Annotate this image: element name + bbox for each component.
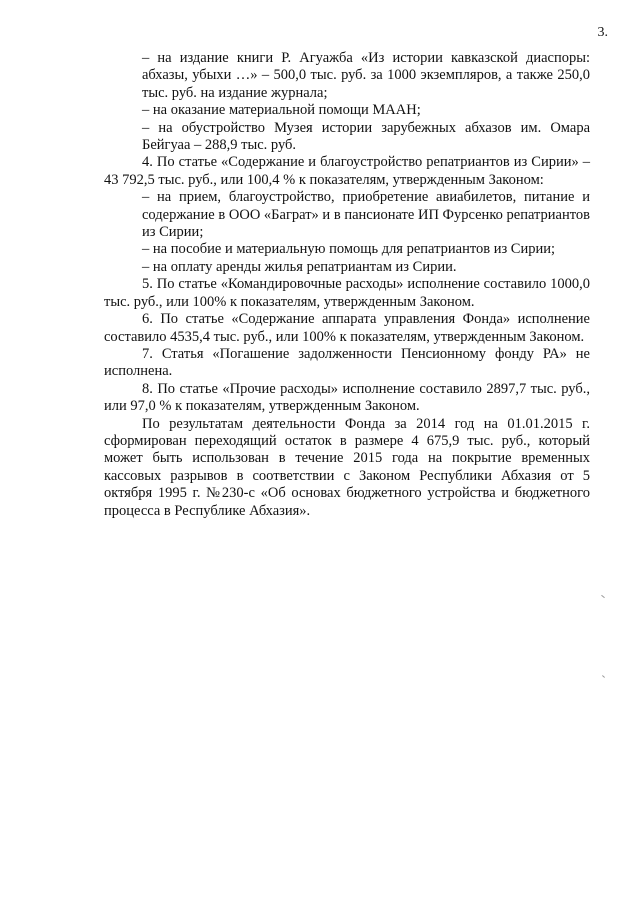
bullet-allowance: – на пособие и материальную помощь для репатриантов из Сирии; (142, 241, 556, 258)
paragraph-4-repatriates: 4. По статье «Содержание и благоустройство репатриантов из Сирии» – 43 792,5 тыс. руб., или 100,4 % к показателям, утвержденным Законом: (104, 154, 590, 188)
bullet-rent: – на оплату аренды жилья репатриантам из Сирии. (142, 258, 457, 275)
bullet-book-publishing: – на издание книги Р. Агуажба «Из истории кавказской диаспоры: абхазы, убыхи …» – 500,0 тыс. руб. за 1000 экземпляров, а также 250,0 тыс. руб. на издание журнала; (142, 50, 590, 101)
bullet-maan-aid: – на оказание материальной помощи МААН; (142, 102, 421, 119)
bullet-reception: – на прием, благоустройство, приобретение авиабилетов, питание и содержание в ООО «Баграт» и в пансионате ИП Фурсенко репатриантов из Сирии; (142, 189, 590, 241)
paragraph-8-other: 8. По статье «Прочие расходы» исполнение составило 2897,7 тыс. руб., или 97,0 % к показателям, утвержденным Законом. (104, 380, 590, 415)
page-number: 3. (597, 25, 608, 40)
paragraph-6-staff: 6. По статье «Содержание аппарата управления Фонда» исполнение составило 4535,4 тыс. руб., или 100% к показателям, утвержденным Законом. (104, 311, 590, 345)
paragraph-5-travel: 5. По статье «Командировочные расходы» исполнение составило 1000,0 тыс. руб., или 100% к показателям, утвержденным Законом. (104, 276, 590, 310)
paragraph-summary: По результатам деятельности Фонда за 2014 год на 01.01.2015 г. сформирован переходящий остаток в размере 4 675,9 тыс. руб., который может быть использован в течение 2015 года на покрытие временных кассовых разрывов в соответствии с Законом Республики Абхазия от 5 октября 1995 г. №230-с «Об основах бюджетного устройства и бюджетного процесса в Республике Абхазия». (104, 415, 590, 519)
document-body (104, 50, 590, 520)
scan-speck (602, 675, 605, 678)
bullet-museum: – на обустройство Музея истории зарубежных абхазов им. Омара Бейгуаа – 288,9 тыс. руб. (142, 119, 590, 154)
paragraph-7-pension-debt: 7. Статья «Погашение задолженности Пенсионному фонду РА» не исполнена. (104, 345, 590, 380)
scan-speck (601, 595, 605, 598)
